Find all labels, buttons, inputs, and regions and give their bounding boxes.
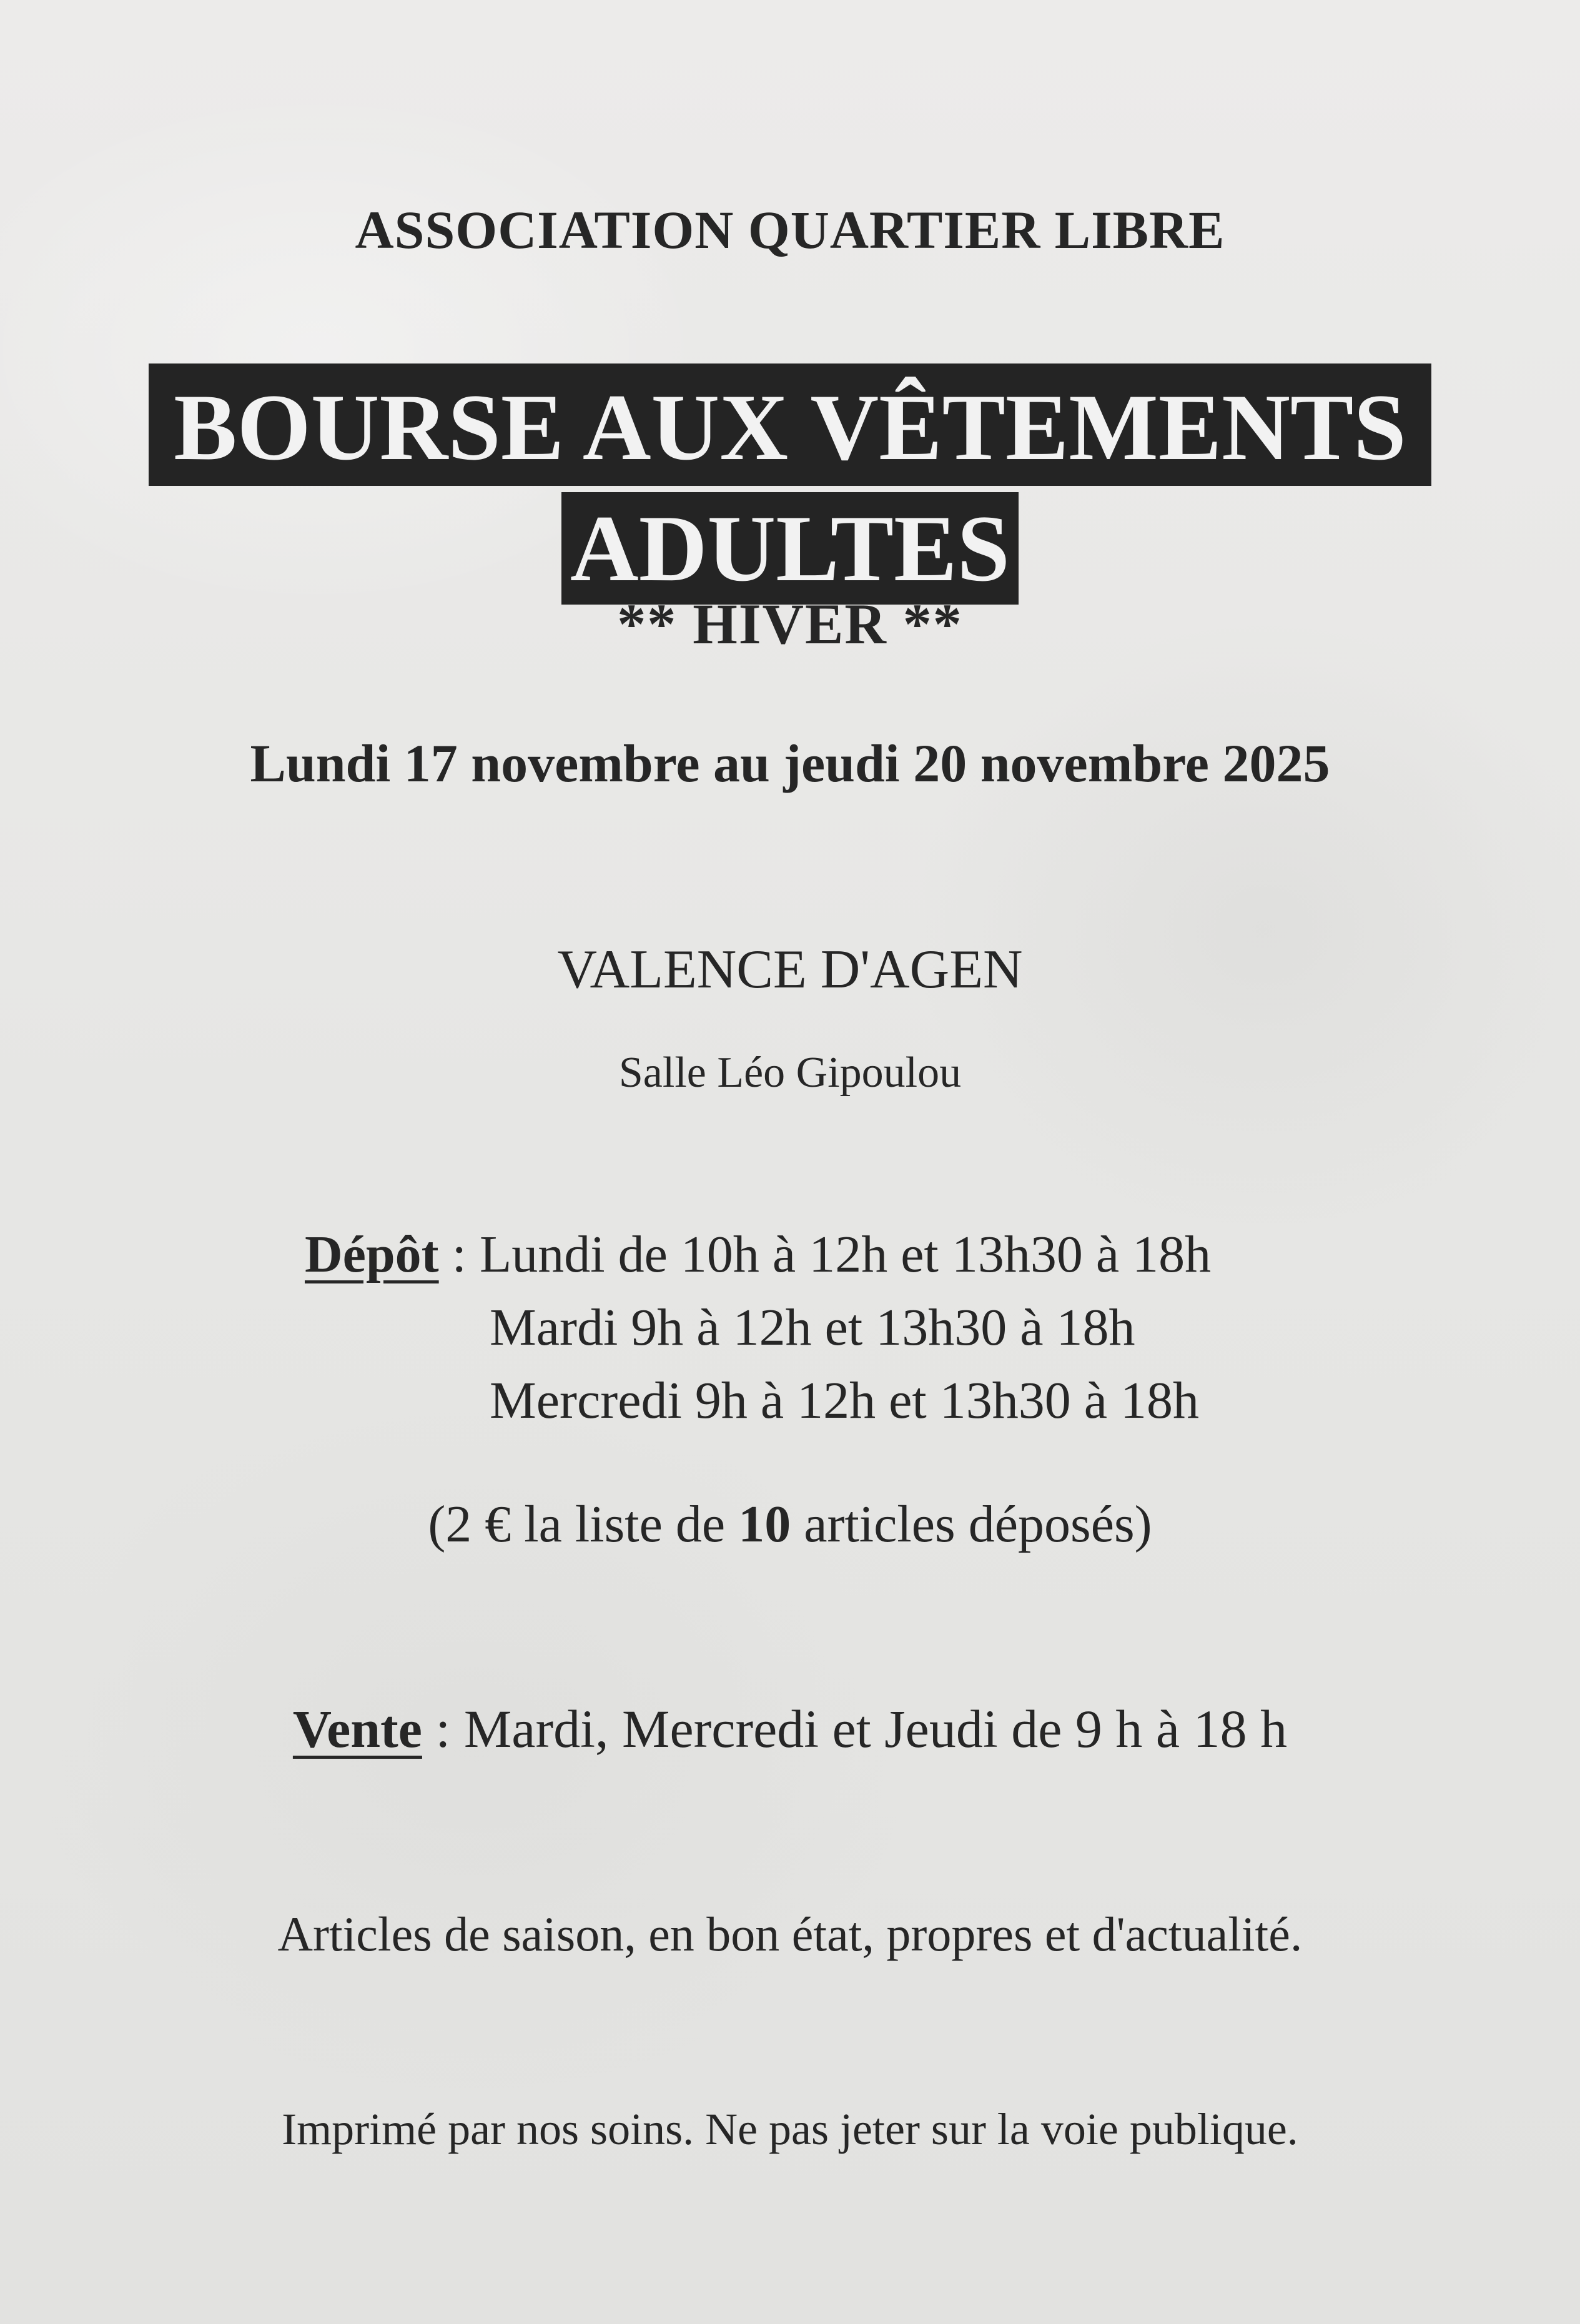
event-venue: Salle Léo Gipoulou	[618, 1049, 962, 1097]
fee-text-before: (2 € la liste de	[428, 1495, 739, 1553]
season-label: ** HIVER **	[617, 592, 963, 656]
deposit-line-wednesday: Mercredi 9h à 12h et 13h30 à 18h	[490, 1372, 1200, 1430]
event-city: VALENCE D'AGEN	[557, 939, 1023, 1000]
sale-schedule	[0, 1698, 1580, 1760]
sale-text: Mardi, Mercredi et Jeudi de 9 h à 18 h	[463, 1699, 1288, 1759]
title-line-2-block	[0, 492, 1580, 605]
deposit-fee	[0, 1494, 1580, 1555]
title-line-2: ADULTES	[561, 492, 1019, 605]
quality-note: Articles de saison, en bon état, propres et d'actualité.	[277, 1907, 1303, 1961]
event-dates: Lundi 17 novembre au jeudi 20 novembre 2025	[250, 733, 1330, 793]
fee-text-after: articles déposés)	[791, 1495, 1152, 1553]
deposit-label: Dépôt	[305, 1225, 439, 1283]
print-note: Imprimé par nos soins. Ne pas jeter sur la voie publique.	[282, 2104, 1298, 2154]
sale-separator: :	[422, 1699, 464, 1759]
deposit-line-tuesday: Mardi 9h à 12h et 13h30 à 18h	[490, 1298, 1135, 1357]
organization-name: ASSOCIATION QUARTIER LIBRE	[355, 200, 1225, 260]
deposit-separator: :	[438, 1225, 480, 1283]
title-line-1-block	[0, 363, 1580, 486]
sale-label: Vente	[292, 1699, 422, 1759]
deposit-row-monday	[305, 1218, 1211, 1291]
title-line-1: BOURSE AUX VÊTEMENTS	[149, 363, 1431, 486]
fee-article-count: 10	[738, 1495, 791, 1553]
deposit-row-tuesday	[490, 1291, 1135, 1364]
deposit-row-wednesday	[490, 1364, 1199, 1437]
deposit-line-monday: Lundi de 10h à 12h et 13h30 à 18h	[479, 1225, 1212, 1283]
